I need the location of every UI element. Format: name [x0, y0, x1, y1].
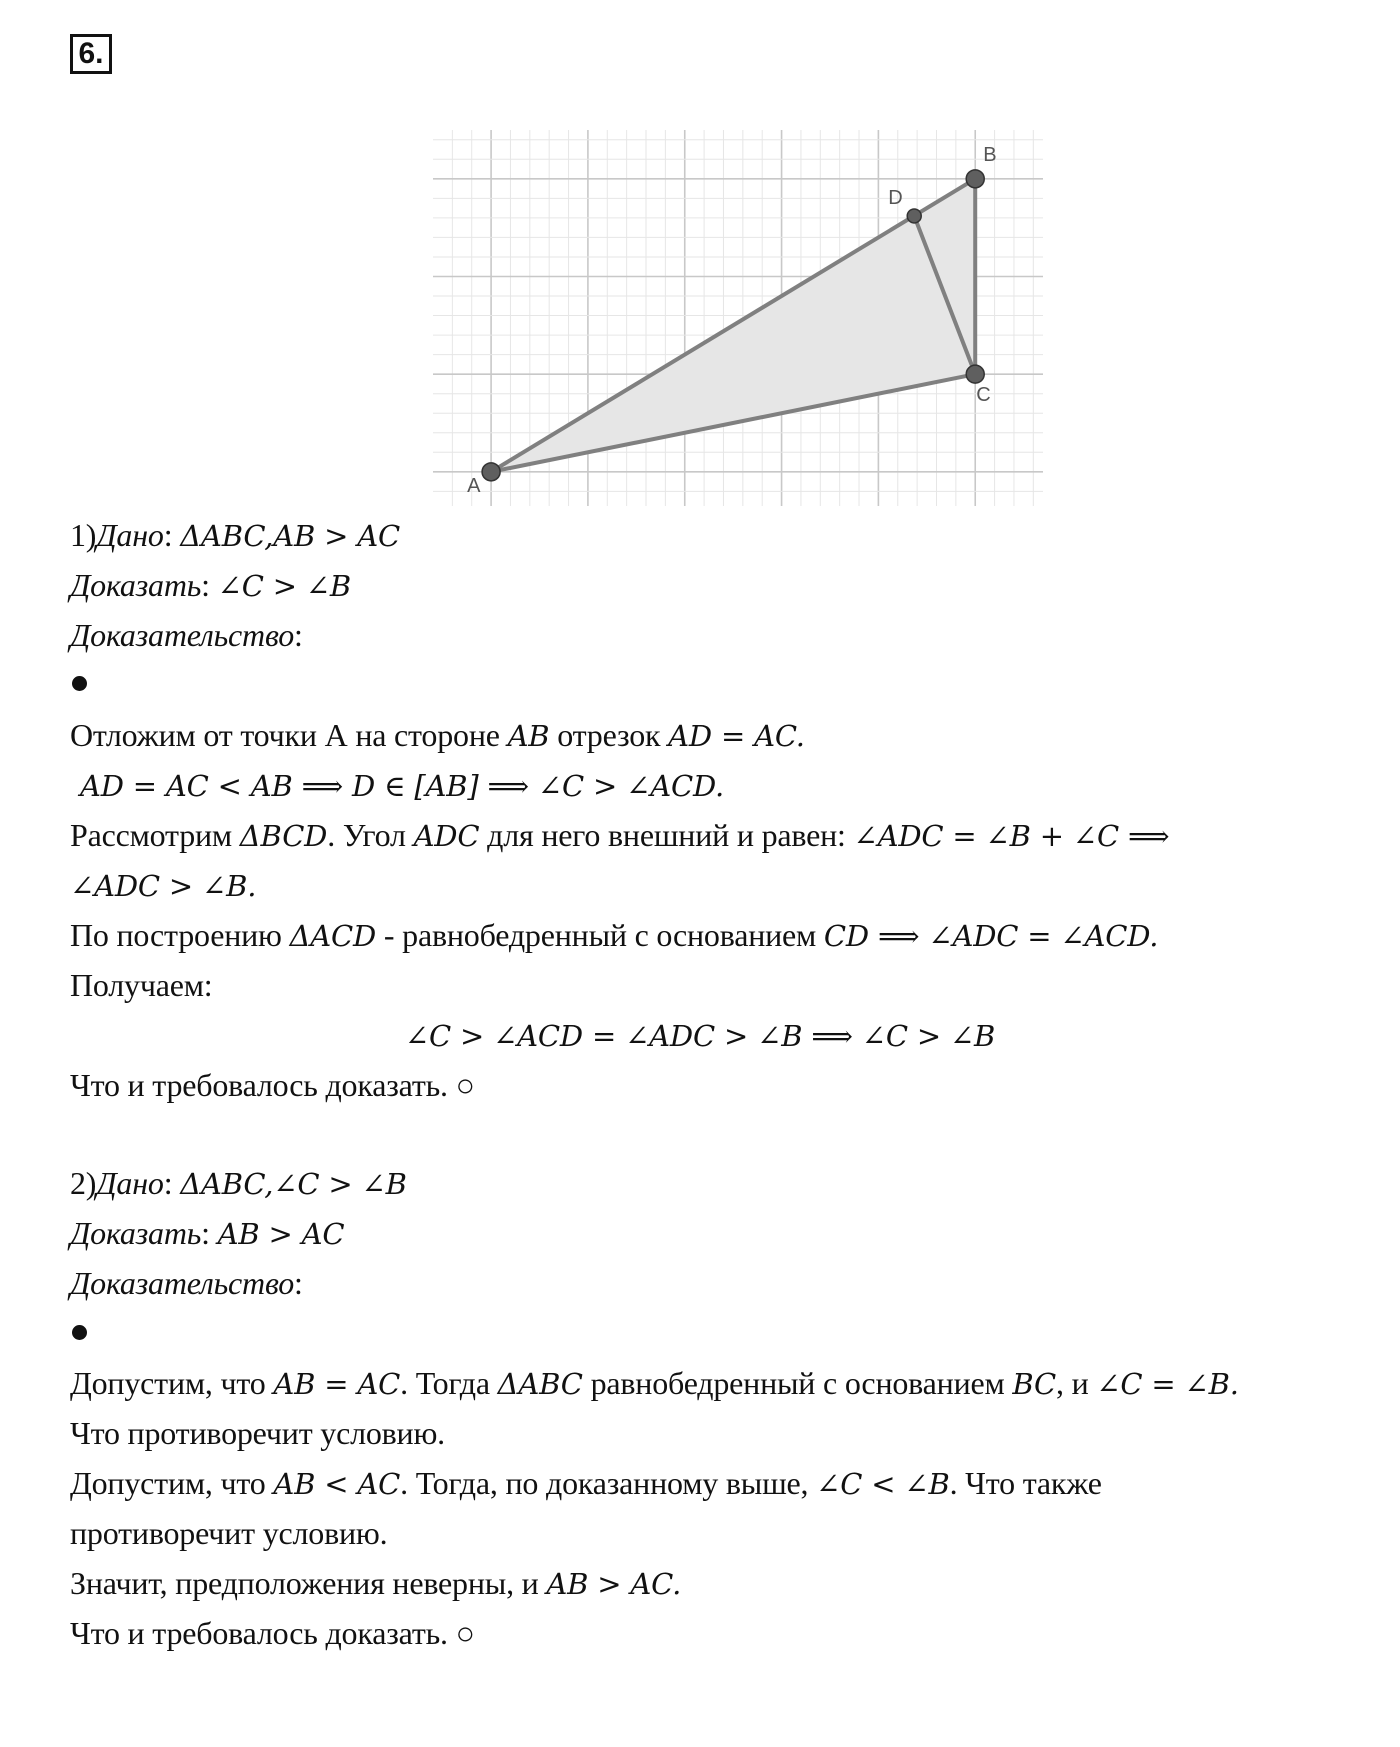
task-number: 6.: [70, 34, 112, 74]
part1-qed: Что и требовалось доказать. ○: [70, 1067, 475, 1103]
part2-line4: противоречит условию.: [70, 1515, 388, 1551]
part2-bullet: [72, 1325, 87, 1340]
point-d: [907, 209, 921, 223]
triangle-figure: [433, 130, 1043, 506]
part1-line6: Получаем:: [70, 967, 213, 1003]
part2-proof-label: Доказательство:: [70, 1265, 303, 1301]
part2-qed: Что и требовалось доказать. ○: [70, 1615, 475, 1651]
part2-line5: Значит, предположения неверны, и AB > AC.: [70, 1565, 682, 1601]
point-c: [966, 365, 984, 383]
part1-line3: Рассмотрим ΔBCD. Угол ADC для него внешний и равен: ∠ADC = ∠B + ∠C ⟹: [70, 817, 1170, 853]
point-a: [482, 463, 500, 481]
part2-given: 2)Дано: ΔABC,∠C > ∠B: [70, 1165, 407, 1201]
part1-line5: По построению ΔACD - равнобедренный с основанием CD ⟹ ∠ADC = ∠ACD.: [70, 917, 1159, 953]
label-a: A: [467, 474, 481, 497]
part1-proof-label: Доказательство:: [70, 617, 303, 653]
part1-prove: Доказать: ∠C > ∠B: [70, 567, 352, 603]
part1-line4: ∠ADC > ∠B.: [70, 869, 257, 903]
part2-prove: Доказать: AB > AC: [70, 1215, 345, 1251]
part1-bullet: [72, 676, 87, 691]
part1-line1: Отложим от точки А на стороне AB отрезок AD = AC.: [70, 717, 805, 753]
part1-given: 1)Дано: ΔABC,AB > AC: [70, 517, 401, 553]
label-d: D: [888, 186, 903, 209]
label-b: B: [983, 143, 997, 166]
point-b: [966, 170, 984, 188]
part2-line1: Допустим, что AB = AC. Тогда ΔABC равнобедренный с основанием BC, и ∠C = ∠B.: [70, 1365, 1239, 1401]
triangle-diagram: [433, 130, 1043, 506]
part2-line3: Допустим, что AB < AC. Тогда, по доказанному выше, ∠C < ∠B. Что также: [70, 1465, 1102, 1501]
label-c: C: [976, 384, 991, 407]
part1-line2: AD = AC < AB ⟹ D ∈ [AB] ⟹ ∠C > ∠ACD.: [80, 769, 724, 803]
part1-line7: ∠C > ∠ACD = ∠ADC > ∠B ⟹ ∠C > ∠B: [404, 1019, 996, 1053]
part2-line2: Что противоречит условию.: [70, 1415, 445, 1451]
